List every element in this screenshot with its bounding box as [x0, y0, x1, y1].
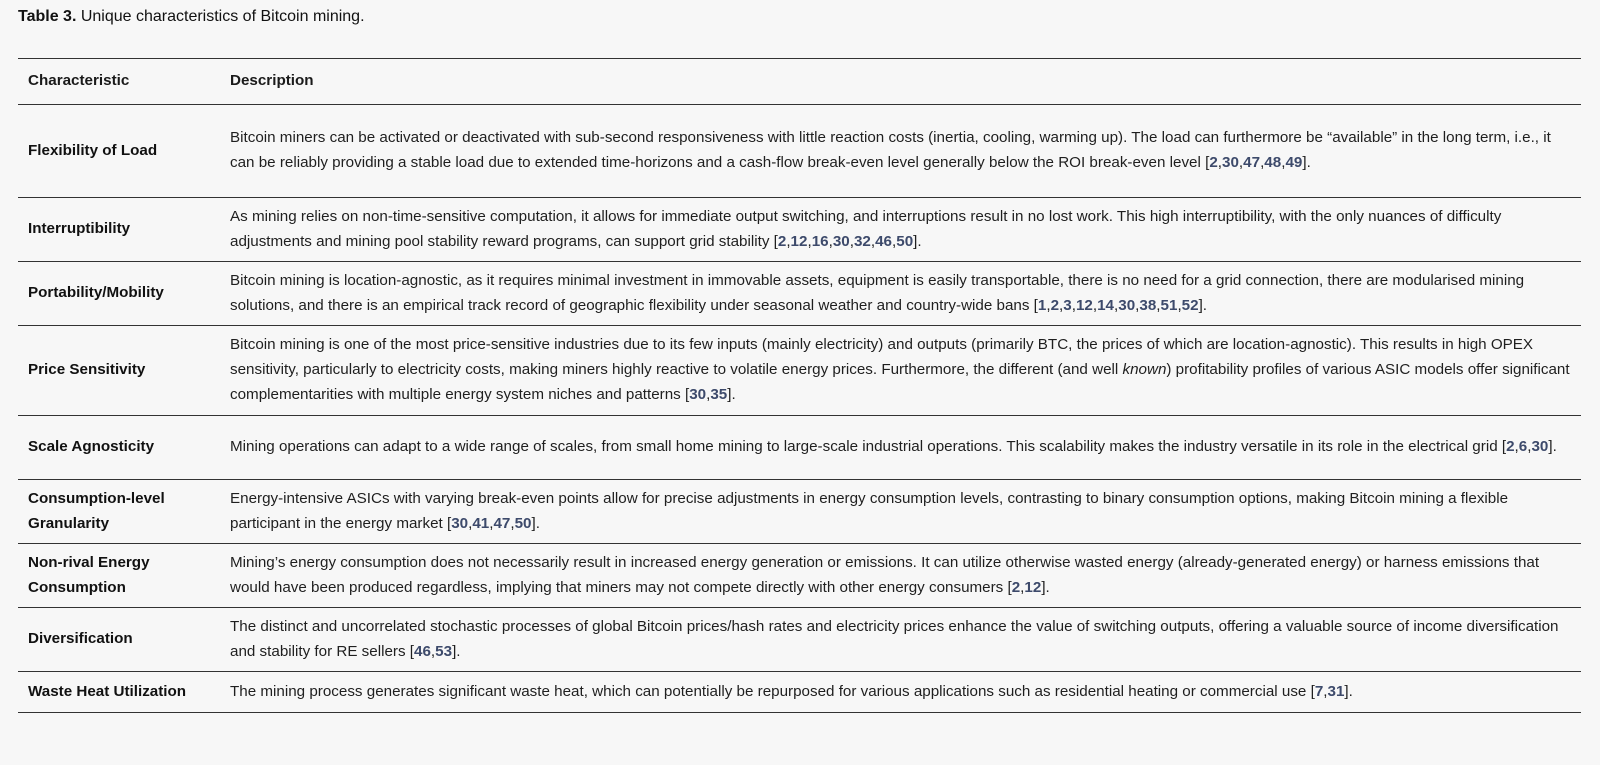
description-text: [	[1205, 154, 1210, 171]
description-text: ,	[1281, 154, 1286, 171]
citation-link[interactable]: 3	[1063, 296, 1072, 314]
description-text: ) profitability profiles of various ASIC models offer significant complementarities with multiple energy system niches and patterns [	[230, 361, 1570, 403]
description-text: ,	[892, 232, 897, 250]
table-row	[18, 608, 1581, 672]
citation-link[interactable]: 49	[1285, 154, 1303, 171]
description-text: ,	[828, 232, 833, 250]
description-cell	[220, 544, 1581, 608]
table-caption	[18, 6, 365, 28]
citation-link[interactable]: 35	[710, 385, 728, 403]
description-text: ,	[1514, 438, 1519, 456]
citation-link[interactable]: 16	[811, 232, 829, 250]
citation-link[interactable]: 32	[853, 232, 871, 250]
characteristic-cell: Price Sensitivity	[28, 361, 146, 379]
description-cell	[220, 672, 1581, 713]
description-text: ,	[1059, 296, 1064, 314]
characteristic-cell: Interruptibility	[28, 220, 131, 238]
table-caption-text: Unique characteristics of Bitcoin mining.	[76, 8, 365, 25]
description-text: ,	[1323, 682, 1328, 700]
description-text: ,	[1071, 296, 1076, 314]
table-row	[18, 672, 1581, 713]
description-cell	[220, 608, 1581, 672]
description-text: ,	[468, 514, 473, 532]
description-cell	[220, 198, 1581, 262]
citation-link[interactable]: 1	[1037, 296, 1047, 314]
table-header-row	[18, 59, 1581, 105]
characteristic-cell: Portability/Mobility	[28, 284, 164, 302]
citation-link[interactable]: 30	[1222, 154, 1239, 171]
description-text: ].	[531, 514, 540, 532]
description-text: Mining operations can adapt to a wide range of scales, from small home mining to large-scale industrial operations. This scalability makes the industry versatile in its role in the electrical grid [	[230, 438, 1507, 456]
citation-link[interactable]: 14	[1097, 296, 1115, 314]
characteristic-cell: Waste Heat Utilization	[28, 682, 187, 700]
table-header	[18, 59, 1581, 105]
citation-link[interactable]: 46	[414, 642, 431, 660]
description-text: ,	[1135, 296, 1140, 314]
citation-link[interactable]: 7	[1314, 682, 1324, 700]
description-text: ,	[786, 232, 791, 250]
description-cell	[220, 262, 1581, 326]
table-row	[18, 198, 1581, 262]
characteristic-cell: Flexibility of Load	[28, 141, 158, 159]
description-text: ].	[727, 385, 736, 403]
description-cell	[220, 416, 1581, 480]
citation-link[interactable]: 6	[1518, 438, 1528, 456]
characteristic-cell: Scale Agnosticity	[28, 438, 155, 456]
table-row	[18, 326, 1581, 416]
emphasis-text: known	[1122, 361, 1167, 379]
description-text: ,	[1217, 154, 1223, 171]
description-text: ].	[452, 642, 461, 660]
citation-link[interactable]: 38	[1139, 296, 1157, 314]
citation-link[interactable]: 12	[1075, 296, 1093, 314]
description-text: ,	[1260, 154, 1265, 171]
citation-link[interactable]: 30	[689, 385, 707, 403]
description-text: ].	[1344, 682, 1353, 700]
citation-link[interactable]: 12	[1024, 578, 1042, 596]
description-text: ,	[1156, 296, 1161, 314]
citation-link[interactable]: 51	[1160, 296, 1178, 314]
citation-link[interactable]: 47	[1243, 154, 1261, 171]
description-text: ,	[1177, 296, 1182, 314]
description-text: ,	[849, 232, 854, 250]
description-text: ,	[1114, 296, 1119, 314]
table-caption-label: Table 3.	[18, 8, 77, 25]
citation-link[interactable]: 52	[1181, 296, 1199, 314]
citation-link[interactable]: 30	[832, 232, 850, 250]
description-text: ,	[430, 642, 436, 660]
citation-link[interactable]: 30	[1118, 296, 1136, 314]
citation-link[interactable]: 30	[1531, 438, 1549, 456]
citation-link[interactable]: 53	[435, 642, 453, 660]
citation-link[interactable]: 2	[1050, 296, 1060, 314]
description-cell	[220, 105, 1581, 198]
description-text: ].	[913, 232, 922, 250]
description-text: ].	[1198, 296, 1208, 314]
description-text: Bitcoin mining is location-agnostic, as it requires minimal investment in immovable assets, equipment is easily transportable, there is no need for a grid connection, there are modularised mining solutions, and there is an empirical track record of geographic flexibility under seasonal weather and country-wide bans [	[230, 271, 1525, 314]
description-cell	[220, 480, 1581, 544]
characteristics-table-container	[18, 58, 1581, 713]
citation-link[interactable]: 2	[777, 232, 787, 250]
description-cell	[220, 326, 1581, 416]
description-text: ,	[870, 232, 876, 250]
description-text: ,	[1092, 296, 1098, 314]
citation-link[interactable]: 2	[1011, 578, 1021, 596]
table-row	[18, 262, 1581, 326]
table-row	[18, 416, 1581, 480]
citation-link[interactable]: 31	[1327, 682, 1345, 700]
citation-link[interactable]: 41	[472, 514, 490, 532]
table-row	[18, 105, 1581, 198]
citation-link[interactable]: 50	[896, 232, 914, 250]
description-text: Mining’s energy consumption does not necessarily result in increased energy generation or emissions. It can utilize otherwise wasted energy (already-generated energy) or harness emissions that would have been produced regardless, implying that miners may not compete directly with other energy consumers [	[230, 553, 1540, 596]
description-text: Bitcoin mining is one of the most price-sensitive industries due to its few inputs (mainly electricity) and outputs (primarily BTC, the prices of which are location-agnostic). This results in high OPEX sensitivity, particularly to electricity costs, making miners highly reactive to volatile energy prices. Furthermore, the different (and well	[230, 336, 1534, 379]
citation-link[interactable]: 48	[1264, 154, 1282, 171]
characteristic-cell: Diversification	[28, 630, 133, 648]
description-text: ,	[807, 232, 812, 250]
table-body	[18, 105, 1581, 713]
characteristics-table	[18, 58, 1581, 713]
characteristic-cell: Non-rival Energy Consumption	[28, 553, 150, 596]
description-text: ,	[1020, 578, 1025, 596]
description-text: As mining relies on non-time-sensitive computation, it allows for immediate output switching, and interruptions result in no lost work. This high interruptibility, with the only nuances of difficulty adjustments and mining pool stability reward programs, can support grid stability [	[230, 207, 1502, 250]
description-text: ,	[1527, 438, 1532, 456]
column-header-description: Description	[230, 72, 314, 90]
citation-link[interactable]: 2	[1209, 154, 1218, 171]
description-text: The distinct and uncorrelated stochastic processes of global Bitcoin prices/hash rates and electricity prices enhance the value of switching outputs, offering a valuable source of income diversification and stability for RE sellers [	[230, 617, 1559, 660]
table-row	[18, 480, 1581, 544]
description-text: Bitcoin miners can be activated or deactivated with sub-second responsiveness with little reaction costs (inertia, cooling, warming up). The load can furthermore be “available” in the long term, i.e., it can be reliably providing a stable load due to extended time-horizons and a cash-flow break-even level generally below the ROI break-even level	[230, 129, 1551, 171]
description-text: ].	[1302, 154, 1311, 171]
citation-link[interactable]: 47	[493, 514, 511, 532]
description-text: The mining process generates significant waste heat, which can potentially be repurposed for various applications such as residential heating or commercial use [	[230, 682, 1315, 700]
column-header-characteristic: Characteristic	[28, 72, 130, 90]
citation-link[interactable]: 12	[790, 232, 808, 250]
description-text: ,	[489, 514, 494, 532]
description-text: ].	[1548, 438, 1557, 456]
description-text: ,	[706, 385, 711, 403]
description-text: ,	[1046, 296, 1051, 314]
description-text: ,	[510, 514, 515, 532]
description-text: ].	[1041, 578, 1050, 596]
table-row	[18, 544, 1581, 608]
citation-link[interactable]: 30	[451, 514, 469, 532]
description-text: ,	[1238, 154, 1244, 171]
citation-link[interactable]: 50	[514, 514, 532, 532]
characteristic-cell: Consumption-level Granularity	[28, 489, 165, 532]
citation-link[interactable]: 2	[1506, 438, 1515, 456]
citation-link[interactable]: 46	[875, 232, 893, 250]
description-text: Energy-intensive ASICs with varying break-even points allow for precise adjustments in energy consumption levels, contrasting to binary consumption options, making Bitcoin mining a flexible participant in the energy market [	[230, 489, 1509, 532]
